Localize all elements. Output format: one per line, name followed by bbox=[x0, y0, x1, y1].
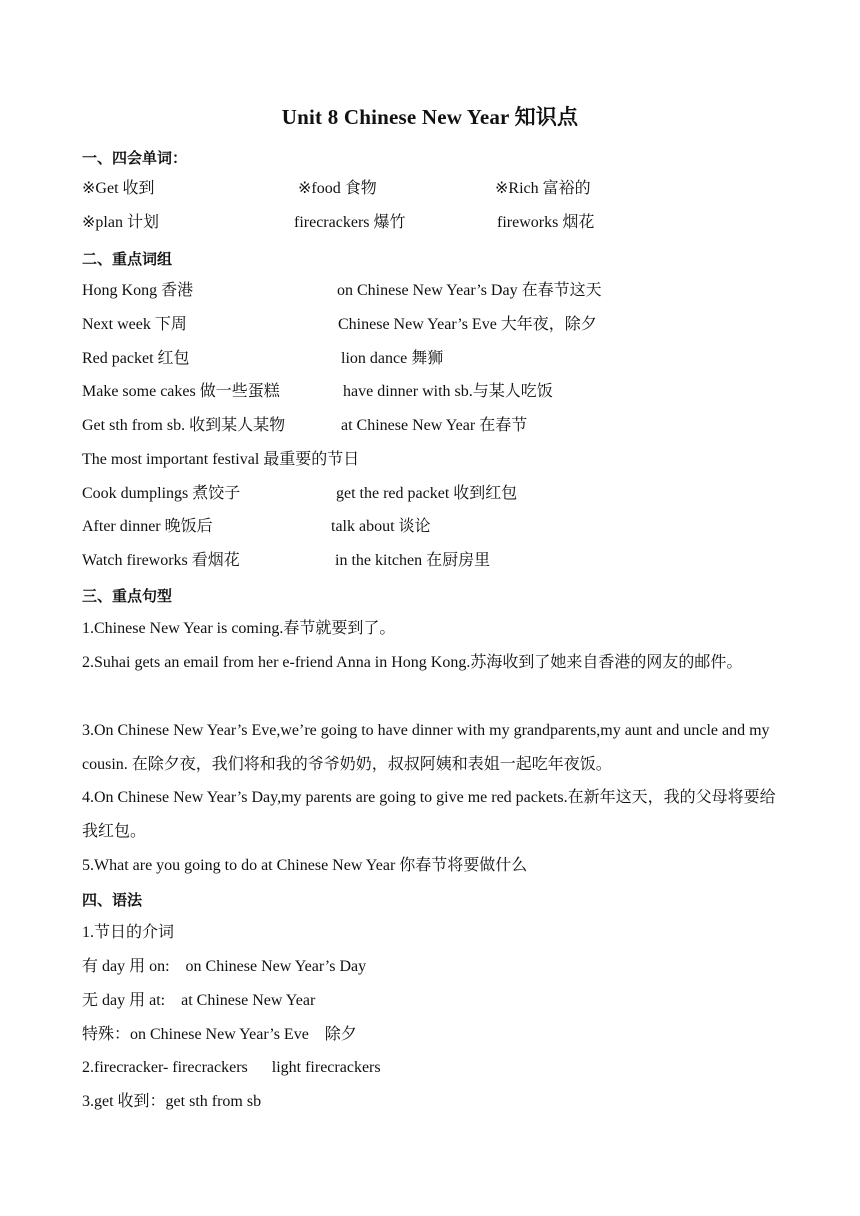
phrase-item: After dinner 晚饭后 bbox=[82, 518, 213, 535]
word-item: ※food 食物 bbox=[298, 180, 377, 197]
phrase-item: at Chinese New Year 在春节 bbox=[341, 417, 528, 434]
page-title: Unit 8 Chinese New Year 知识点 bbox=[281, 105, 579, 129]
phrase-item: Make some cakes 做一些蛋糕 bbox=[82, 383, 280, 400]
phrase-item: lion dance 舞狮 bbox=[341, 350, 444, 367]
grammar-item: 1.节日的介词 bbox=[82, 924, 175, 941]
grammar-item: 3.get 收到：get sth from sb bbox=[82, 1093, 262, 1110]
grammar-item: 2.firecracker- firecrackers light firecrackers bbox=[82, 1059, 381, 1076]
sentence-item: 1.Chinese New Year is coming.春节就要到了。 bbox=[82, 620, 396, 637]
phrase-item: The most important festival 最重要的节日 bbox=[82, 451, 360, 468]
phrase-item: Watch fireworks 看烟花 bbox=[82, 552, 240, 569]
phrase-item: Hong Kong 香港 bbox=[82, 282, 194, 299]
grammar-item: 有 day 用 on: on Chinese New Year’s Day bbox=[82, 958, 367, 975]
grammar-item: 特殊：on Chinese New Year’s Eve 除夕 bbox=[82, 1026, 357, 1043]
section-heading-phrases: 二、重点词组 bbox=[82, 250, 173, 268]
phrase-item: talk about 谈论 bbox=[331, 518, 431, 535]
grammar-item: 无 day 用 at: at Chinese New Year bbox=[82, 992, 316, 1009]
section-heading-grammar: 四、语法 bbox=[82, 891, 143, 909]
phrase-item: on Chinese New Year’s Day 在春节这天 bbox=[337, 282, 602, 299]
sentence-item: 4.On Chinese New Year’s Day,my parents are going to give me red packets.在新年这天，我的父母将要给我红包。 bbox=[82, 789, 776, 840]
sentence-item: 5.What are you going to do at Chinese New Year 你春节将要做什么 bbox=[82, 857, 528, 874]
phrase-item: Cook dumplings 煮饺子 bbox=[82, 485, 241, 502]
phrase-item: Next week 下周 bbox=[82, 316, 187, 333]
phrase-item: Chinese New Year’s Eve 大年夜，除夕 bbox=[338, 316, 597, 333]
section-heading-words: 一、四会单词： bbox=[82, 149, 188, 167]
phrase-item: in the kitchen 在厨房里 bbox=[335, 552, 491, 569]
phrase-item: have dinner with sb.与某人吃饭 bbox=[343, 383, 553, 400]
sentence-item: 3.On Chinese New Year’s Eve,we’re going to have dinner with my grandparents,my aunt and uncle and my cousin. 在除夕夜，我们将和我的爷爷奶奶，叔叔阿姨和表姐一起吃年夜饭。 bbox=[82, 722, 770, 773]
phrase-item: get the red packet 收到红包 bbox=[336, 485, 518, 502]
word-item: firecrackers 爆竹 bbox=[294, 214, 406, 231]
word-item: ※Rich 富裕的 bbox=[495, 180, 591, 197]
phrase-item: Get sth from sb. 收到某人某物 bbox=[82, 417, 286, 434]
phrase-item: Red packet 红包 bbox=[82, 350, 190, 367]
word-item: ※plan 计划 bbox=[82, 214, 159, 231]
section-heading-sentences: 三、重点句型 bbox=[82, 587, 173, 605]
word-item: ※Get 收到 bbox=[82, 180, 155, 197]
word-item: fireworks 烟花 bbox=[497, 214, 595, 231]
sentence-item: 2.Suhai gets an email from her e-friend Anna in Hong Kong.苏海收到了她来自香港的网友的邮件。 bbox=[82, 654, 743, 671]
